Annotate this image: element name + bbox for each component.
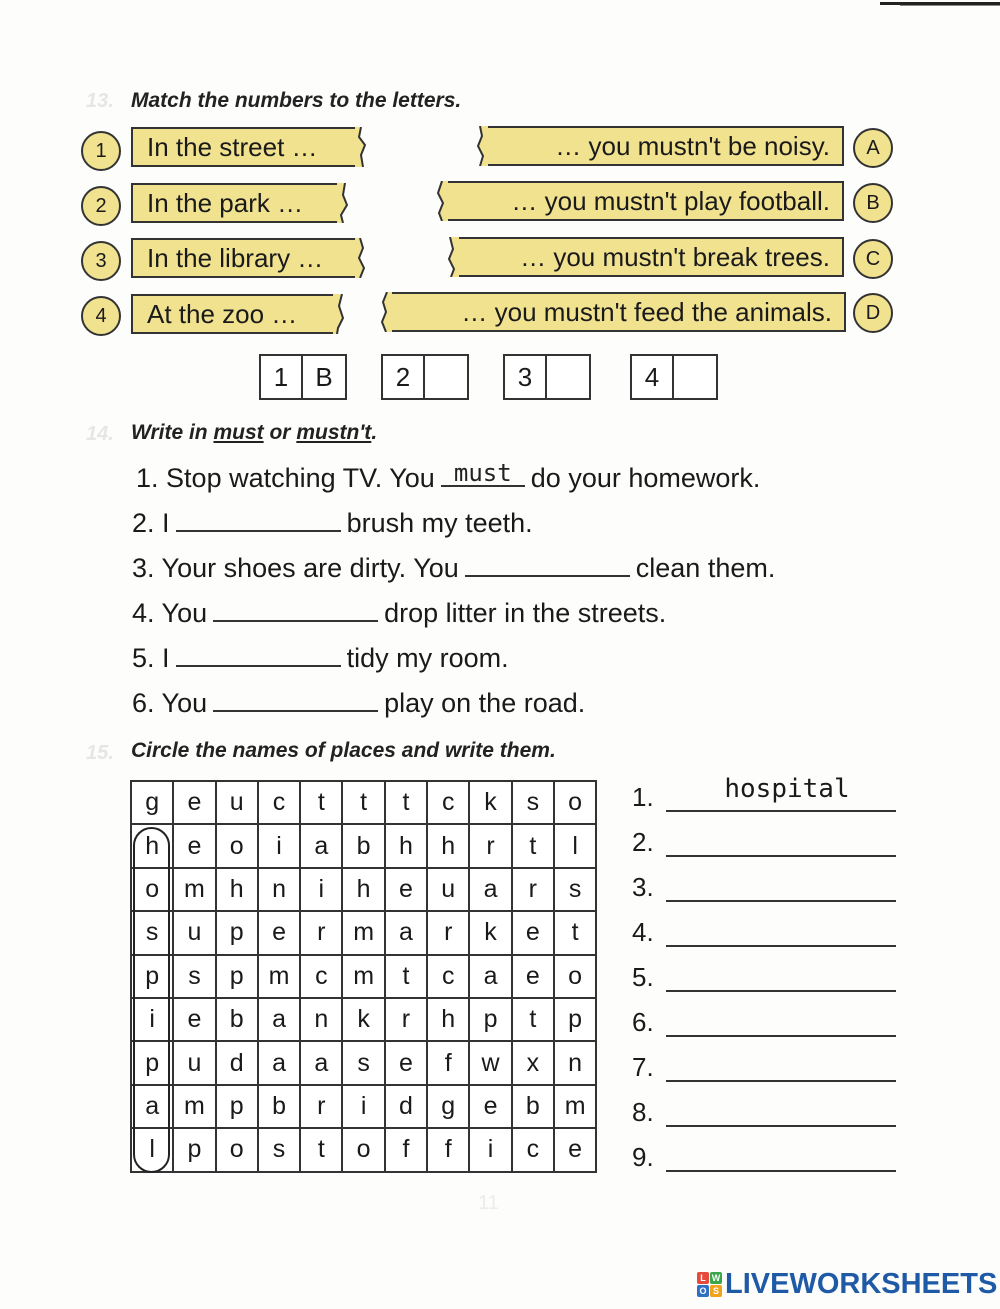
logo-mark-icon: L W O S [697, 1272, 722, 1297]
grid-row [131, 1085, 596, 1128]
word-answer-input[interactable] [666, 1125, 896, 1127]
grid-letter-cell[interactable]: k [469, 911, 511, 954]
grid-letter-cell[interactable]: m [554, 1085, 596, 1128]
grid-letter-cell[interactable]: f [385, 1128, 427, 1171]
grid-letter-cell[interactable]: t [512, 824, 554, 867]
number-circle-2: 2 [81, 186, 121, 226]
grid-letter-cell[interactable]: h [216, 868, 258, 911]
grid-letter-cell[interactable]: r [427, 911, 469, 954]
answer-pair-3 [503, 354, 591, 400]
exercise-13-number: 13. [86, 90, 114, 112]
grid-letter-cell[interactable]: d [216, 1041, 258, 1084]
grid-letter-cell[interactable]: c [258, 781, 300, 824]
grid-letter-cell[interactable]: t [512, 998, 554, 1041]
grid-letter-cell[interactable]: t [554, 911, 596, 954]
torn-edge [434, 181, 448, 221]
grid-letter-cell[interactable]: e [173, 998, 215, 1041]
right-phrase-text: … you mustn't play football. [511, 186, 830, 216]
grid-letter-cell[interactable]: e [512, 955, 554, 998]
grid-letter-cell[interactable]: i [300, 868, 342, 911]
grid-letter-cell[interactable]: s [342, 1041, 384, 1084]
grid-row [131, 868, 596, 911]
grid-letter-cell[interactable]: x [512, 1041, 554, 1084]
word-answer-number: 8. [632, 1097, 654, 1127]
torn-edge [378, 292, 392, 332]
word-answer-number: 7. [632, 1052, 654, 1082]
sentence-blank-6[interactable] [213, 686, 378, 712]
grid-letter-cell[interactable]: a [469, 955, 511, 998]
grid-letter-cell[interactable]: n [300, 998, 342, 1041]
grid-letter-cell[interactable]: e [258, 911, 300, 954]
word-answer-number: 2. [632, 827, 654, 857]
word-answer-number: 9. [632, 1142, 654, 1172]
number-circle-1: 1 [81, 131, 121, 171]
left-phrase-text: In the park … [147, 188, 304, 218]
grid-letter-cell[interactable]: u [173, 911, 215, 954]
grid-letter-cell[interactable]: p [173, 1128, 215, 1171]
grid-letter-cell[interactable]: p [216, 955, 258, 998]
grid-letter-cell[interactable]: r [469, 824, 511, 867]
grid-row [131, 781, 596, 824]
word-answer-number: 5. [632, 962, 654, 992]
grid-letter-cell[interactable]: t [385, 955, 427, 998]
grid-letter-cell[interactable]: f [427, 1041, 469, 1084]
word-answer-8 [632, 1097, 654, 1128]
grid-letter-cell[interactable]: t [342, 781, 384, 824]
page-number: 11 [478, 1192, 499, 1214]
grid-letter-cell[interactable]: e [385, 1041, 427, 1084]
word-answer-input[interactable] [666, 1035, 896, 1037]
grid-letter-cell[interactable]: p [554, 998, 596, 1041]
grid-letter-cell[interactable]: h [385, 824, 427, 867]
grid-letter-cell[interactable]: b [216, 998, 258, 1041]
grid-letter-cell[interactable]: a [469, 868, 511, 911]
grid-letter-cell[interactable]: i [131, 998, 173, 1041]
grid-letter-cell[interactable]: o [131, 868, 173, 911]
word-answer-input[interactable] [666, 990, 896, 992]
grid-letter-cell[interactable]: b [512, 1085, 554, 1128]
word-answer-input[interactable] [666, 810, 896, 812]
grid-letter-cell[interactable]: f [427, 1128, 469, 1171]
grid-letter-cell[interactable]: s [512, 781, 554, 824]
right-phrase-strip-a[interactable] [484, 126, 844, 166]
right-phrase-text: … you mustn't be noisy. [555, 131, 830, 161]
grid-letter-cell[interactable]: l [554, 824, 596, 867]
grid-letter-cell[interactable]: p [131, 955, 173, 998]
answer-number-cell: 3 [503, 354, 547, 400]
torn-edge [355, 238, 369, 278]
answer-pair-1 [259, 354, 347, 400]
letter-circle-a: A [853, 128, 893, 168]
word-answer-2 [632, 827, 654, 858]
grid-letter-cell[interactable]: e [469, 1085, 511, 1128]
word-answer-1 [632, 774, 850, 813]
sentence-3: 3. Your shoes are dirty. You clean them. [132, 553, 776, 583]
word-answer-value: hospital [724, 774, 850, 804]
word-answer-4 [632, 917, 654, 948]
grid-letter-cell[interactable]: t [300, 1128, 342, 1171]
circled-word-hospital [133, 827, 170, 1173]
answer-input-1[interactable]: B [303, 354, 347, 400]
grid-letter-cell[interactable]: u [427, 868, 469, 911]
grid-letter-cell[interactable]: e [173, 781, 215, 824]
grid-letter-cell[interactable]: p [469, 998, 511, 1041]
grid-letter-cell[interactable]: h [427, 998, 469, 1041]
grid-letter-cell[interactable]: w [469, 1041, 511, 1084]
word-answer-3 [632, 872, 654, 903]
word-search-grid[interactable] [130, 780, 597, 1173]
grid-letter-cell[interactable]: u [173, 1041, 215, 1084]
right-phrase-strip-d[interactable] [388, 292, 846, 332]
word-answer-9 [632, 1142, 654, 1173]
sentence-6: 6. You play on the road. [132, 688, 586, 718]
word-answer-7 [632, 1052, 654, 1083]
word-answer-number: 3. [632, 872, 654, 902]
logo-text: LIVEWORKSHEETS [725, 1268, 998, 1300]
answer-number-cell: 4 [630, 354, 674, 400]
left-phrase-strip-1[interactable] [131, 127, 359, 167]
number-circle-3: 3 [81, 241, 121, 281]
grid-letter-cell[interactable]: p [216, 1085, 258, 1128]
grid-letter-cell[interactable]: t [385, 781, 427, 824]
word-answer-number: 1. [632, 782, 654, 812]
grid-letter-cell[interactable]: c [512, 1128, 554, 1171]
grid-letter-cell[interactable]: u [216, 781, 258, 824]
grid-letter-cell[interactable]: a [258, 1041, 300, 1084]
grid-letter-cell[interactable]: p [131, 1041, 173, 1084]
grid-letter-cell[interactable]: e [554, 1128, 596, 1171]
grid-letter-cell[interactable]: e [173, 824, 215, 867]
torn-edge [337, 183, 351, 223]
answer-pair-2 [381, 354, 469, 400]
grid-letter-cell[interactable]: k [342, 998, 384, 1041]
grid-letter-cell[interactable]: n [554, 1041, 596, 1084]
left-phrase-strip-4[interactable] [131, 294, 337, 334]
sentence-5: 5. I tidy my room. [132, 643, 509, 673]
grid-letter-cell[interactable]: r [512, 868, 554, 911]
grid-letter-cell[interactable]: b [342, 824, 384, 867]
left-phrase-text: In the street … [147, 132, 318, 162]
grid-letter-cell[interactable]: n [258, 868, 300, 911]
word-answer-6 [632, 1007, 654, 1038]
sentence-blank-2[interactable] [176, 506, 341, 532]
grid-letter-cell[interactable]: e [385, 868, 427, 911]
grid-letter-cell[interactable]: r [300, 1085, 342, 1128]
left-phrase-text: At the zoo … [147, 299, 298, 329]
sentence-2: 2. I brush my teeth. [132, 508, 533, 538]
grid-letter-cell[interactable]: g [427, 1085, 469, 1128]
grid-letter-cell[interactable]: a [385, 911, 427, 954]
number-circle-4: 4 [81, 296, 121, 336]
grid-row [131, 998, 596, 1041]
grid-letter-cell[interactable]: t [300, 781, 342, 824]
exercise-14-number: 14. [86, 423, 114, 445]
grid-letter-cell[interactable]: c [427, 955, 469, 998]
grid-letter-cell[interactable]: a [131, 1085, 173, 1128]
exercise-15-title: Circle the names of places and write them. [131, 739, 556, 762]
grid-letter-cell[interactable]: o [216, 824, 258, 867]
sentence-4: 4. You drop litter in the streets. [132, 598, 667, 628]
exercise-15-number: 15. [86, 742, 114, 764]
grid-letter-cell[interactable]: e [512, 911, 554, 954]
grid-letter-cell[interactable]: p [216, 911, 258, 954]
torn-edge [474, 126, 488, 166]
grid-letter-cell[interactable]: k [469, 781, 511, 824]
grid-letter-cell[interactable]: m [258, 955, 300, 998]
torn-edge [445, 237, 459, 277]
grid-row [131, 824, 596, 867]
word-answer-input[interactable] [666, 855, 896, 857]
answer-pair-4 [630, 354, 718, 400]
grid-letter-cell[interactable]: g [131, 781, 173, 824]
grid-letter-cell[interactable]: r [300, 911, 342, 954]
grid-letter-cell[interactable]: o [554, 955, 596, 998]
grid-letter-cell[interactable]: o [554, 781, 596, 824]
grid-letter-cell[interactable]: o [216, 1128, 258, 1171]
sentence-1: 1. Stop watching TV. You must do your homework. [136, 459, 761, 493]
answer-input-4[interactable] [674, 354, 718, 400]
word-answer-input[interactable] [666, 1170, 896, 1172]
torn-edge [333, 294, 347, 334]
letter-circle-b: B [853, 183, 893, 223]
word-answer-number: 4. [632, 917, 654, 947]
sentence-blank-3[interactable] [465, 551, 630, 577]
grid-letter-cell[interactable]: a [300, 1041, 342, 1084]
grid-letter-cell[interactable]: r [385, 998, 427, 1041]
grid-letter-cell[interactable]: c [300, 955, 342, 998]
left-phrase-text: In the library … [147, 243, 324, 273]
grid-letter-cell[interactable]: m [173, 1085, 215, 1128]
scan-edge-mark-thin [900, 5, 1000, 6]
left-phrase-strip-3[interactable] [131, 238, 359, 278]
grid-letter-cell[interactable]: h [131, 824, 173, 867]
grid-letter-cell[interactable]: d [385, 1085, 427, 1128]
grid-letter-cell[interactable]: s [258, 1128, 300, 1171]
right-phrase-strip-c[interactable] [455, 237, 844, 277]
grid-letter-cell[interactable]: i [258, 824, 300, 867]
grid-letter-cell[interactable]: b [258, 1085, 300, 1128]
right-phrase-text: … you mustn't feed the animals. [461, 297, 832, 327]
grid-letter-cell[interactable]: m [342, 955, 384, 998]
left-phrase-strip-2[interactable] [131, 183, 341, 223]
grid-letter-cell[interactable]: h [342, 868, 384, 911]
grid-row [131, 955, 596, 998]
grid-letter-cell[interactable]: i [342, 1085, 384, 1128]
liveworksheets-logo [697, 1268, 997, 1301]
grid-letter-cell[interactable]: c [427, 781, 469, 824]
answer-input-3[interactable] [547, 354, 591, 400]
word-answer-number: 6. [632, 1007, 654, 1037]
letter-circle-c: C [853, 239, 893, 279]
grid-letter-cell[interactable]: m [173, 868, 215, 911]
torn-edge [355, 127, 369, 167]
word-answer-input[interactable] [666, 900, 896, 902]
word-answer-input[interactable] [666, 945, 896, 947]
right-phrase-strip-b[interactable] [444, 181, 844, 221]
grid-letter-cell[interactable]: a [300, 824, 342, 867]
sentence-blank-5[interactable] [176, 641, 341, 667]
grid-letter-cell[interactable]: s [173, 955, 215, 998]
answer-input-2[interactable] [425, 354, 469, 400]
grid-letter-cell[interactable]: h [427, 824, 469, 867]
word-answer-input[interactable] [666, 1080, 896, 1082]
exercise-13-title: Match the numbers to the letters. [131, 89, 462, 112]
grid-letter-cell[interactable]: l [131, 1128, 173, 1171]
grid-letter-cell[interactable]: m [342, 911, 384, 954]
grid-row [131, 911, 596, 954]
grid-letter-cell[interactable]: a [258, 998, 300, 1041]
sentence-blank-1[interactable]: must [441, 461, 525, 487]
answer-number-cell: 1 [259, 354, 303, 400]
right-phrase-text: … you mustn't break trees. [520, 242, 830, 272]
grid-letter-cell[interactable]: o [342, 1128, 384, 1171]
exercise-14-title: Write in must or mustn't. [131, 421, 378, 444]
grid-letter-cell[interactable]: s [131, 911, 173, 954]
grid-letter-cell[interactable]: s [554, 868, 596, 911]
grid-letter-cell[interactable]: i [469, 1128, 511, 1171]
answer-number-cell: 2 [381, 354, 425, 400]
word-answer-5 [632, 962, 654, 993]
grid-row [131, 1128, 596, 1171]
letter-circle-d: D [853, 293, 893, 333]
sentence-blank-4[interactable] [213, 596, 378, 622]
grid-row [131, 1041, 596, 1084]
